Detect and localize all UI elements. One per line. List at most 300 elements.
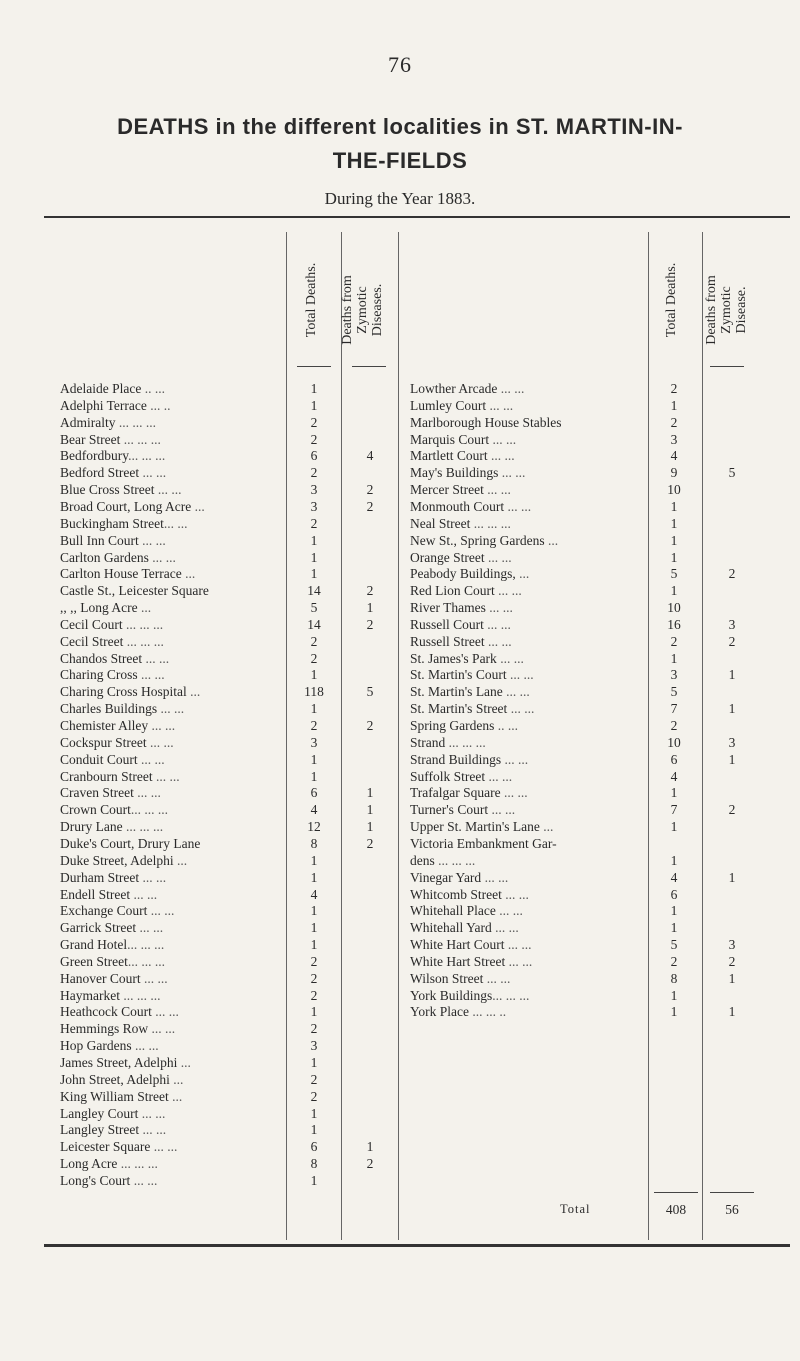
locality-label: Charles Buildings	[60, 701, 158, 717]
total-deaths-cell: 1	[310, 566, 318, 582]
header-zymotic-left	[340, 250, 392, 370]
locality-label: St. Martin's Lane	[410, 684, 503, 700]
leader-dots: ... ...	[501, 886, 529, 902]
leader-dots: ... ...	[484, 549, 512, 565]
total-deaths-cell: 1	[310, 667, 318, 683]
table-row	[0, 1139, 800, 1155]
total-deaths-cell: 1	[670, 920, 678, 936]
table-row	[0, 937, 800, 953]
total-deaths-cell: 2	[310, 1088, 318, 1104]
total-deaths-cell: 1	[310, 1105, 318, 1121]
total-deaths-cell: 2	[310, 465, 318, 481]
leader-dots: ... ...	[137, 667, 165, 683]
locality-name	[410, 836, 642, 852]
leader-dots: ... ...	[498, 465, 526, 481]
total-deaths-cell: 5	[670, 937, 678, 953]
total-deaths-cell: 1	[670, 819, 678, 835]
locality-label: Lumley Court	[410, 397, 487, 413]
locality-name	[410, 465, 642, 481]
zymotic-deaths-cell: 2	[366, 835, 374, 851]
total-deaths-cell: 6	[670, 751, 678, 767]
table-row	[0, 752, 800, 768]
leader-dots: ... ... ...	[127, 953, 165, 969]
total-deaths-cell: 6	[310, 448, 318, 464]
leader-dots: ... ...	[147, 903, 175, 919]
locality-label: Durham Street	[60, 869, 140, 885]
locality-label: Upper St. Martin's Lane	[410, 819, 540, 835]
table-row	[0, 1089, 800, 1105]
leader-dots: ...	[186, 684, 201, 700]
locality-label: Adelaide Place	[60, 381, 142, 396]
leader-dots: ... ...	[491, 920, 519, 936]
locality-name	[410, 954, 642, 970]
header-zymotic-right-line: Zymotic	[719, 286, 734, 334]
total-deaths-cell: 10	[667, 600, 681, 616]
total-deaths-cell: 7	[670, 701, 678, 717]
total-deaths-cell: 1	[670, 987, 678, 1003]
total-deaths-cell: 1	[310, 381, 318, 396]
total-deaths-cell: 2	[310, 970, 318, 986]
leader-dots: ...	[137, 600, 152, 616]
locality-name	[410, 550, 642, 566]
table-row	[0, 971, 800, 987]
zymotic-deaths-cell: 2	[728, 633, 736, 649]
leader-dots: ... ...	[483, 482, 511, 498]
total-deaths-cell: 8	[670, 970, 678, 986]
leader-dots: ... ...	[484, 633, 512, 649]
locality-name	[410, 381, 642, 397]
locality-name	[410, 583, 642, 599]
leader-dots: .. ...	[141, 381, 165, 396]
table-row	[0, 482, 800, 498]
locality-label: Victoria Embankment Gar-	[410, 835, 557, 851]
leader-dots: ... ... ...	[122, 819, 164, 835]
locality-name	[410, 718, 642, 734]
leader-dots: ... ... ...	[122, 616, 164, 632]
locality-label: May's Buildings	[410, 465, 499, 481]
leader-dots: ...	[544, 532, 559, 548]
total-deaths-cell: 4	[310, 886, 318, 902]
zymotic-deaths-cell: 3	[728, 734, 736, 750]
zymotic-deaths-cell: 1	[728, 701, 736, 717]
table-row	[0, 1106, 800, 1122]
locality-label: Bull Inn Court	[60, 532, 139, 548]
header-total-deaths-left: Total Deaths.	[304, 262, 319, 338]
locality-label: Cranbourn Street	[60, 768, 153, 784]
table-row	[0, 566, 800, 582]
locality-name	[410, 499, 642, 515]
total-deaths-cell: 4	[670, 768, 678, 784]
leader-dots: ... ...	[487, 448, 515, 464]
total-deaths-cell: 1	[670, 515, 678, 531]
locality-label: Grand Hotel	[60, 937, 128, 953]
total-label: Total	[560, 1202, 591, 1216]
locality-label: Trafalgar Square	[410, 785, 501, 801]
locality-name	[410, 482, 642, 498]
locality-name	[410, 533, 642, 549]
leader-dots: ... ...	[152, 768, 180, 784]
header-zymotic-right-line: Deaths from	[704, 275, 719, 345]
total-deaths-cell: 1	[670, 852, 678, 868]
total-deaths-cell: 1	[310, 549, 318, 565]
zymotic-deaths-cell: 1	[728, 869, 736, 885]
zymotic-deaths-cell: 2	[366, 1156, 374, 1172]
locality-label: Carlton Gardens	[60, 549, 149, 565]
table-row	[0, 785, 800, 801]
locality-name	[410, 448, 642, 464]
leader-dots: ... ... ...	[470, 515, 511, 531]
locality-label: ,, ,, Long Acre	[60, 600, 138, 616]
leader-dots: ... ...	[496, 650, 524, 666]
zymotic-deaths-cell: 2	[366, 718, 374, 733]
leader-dots: ... ...	[488, 802, 516, 818]
zymotic-deaths-cell: 1	[366, 1139, 374, 1155]
locality-name	[410, 853, 642, 869]
leader-dots: ... ...	[483, 616, 511, 632]
table-bottom-rule	[44, 1244, 790, 1247]
total-deaths-cell: 5	[670, 684, 678, 700]
leader-dots: ... ...	[489, 431, 517, 447]
locality-label: Vinegar Yard	[410, 869, 482, 885]
leader-dots: ...	[181, 566, 196, 582]
total-deaths-cell: 1	[310, 920, 318, 936]
table-row	[0, 853, 800, 869]
total-deaths-cell: 1	[670, 903, 678, 919]
zymotic-deaths-cell: 1	[366, 802, 374, 818]
total-deaths-cell: 14	[307, 583, 321, 599]
locality-label: Peabody Buildings,	[410, 566, 516, 582]
locality-label: Garrick Street	[60, 920, 137, 936]
locality-label: Buckingham Street	[60, 515, 164, 531]
table-row	[0, 583, 800, 599]
total-deaths-cell: 4	[670, 448, 678, 464]
locality-label: Leicester Square	[60, 1139, 151, 1155]
leader-dots: ... ..	[146, 397, 171, 413]
zymotic-deaths-cell: 2	[366, 482, 374, 498]
leader-dots: ... ...	[150, 1139, 178, 1155]
locality-label: Chandos Street	[60, 650, 143, 666]
total-zymotic-value: 56	[725, 1202, 739, 1217]
total-deaths-cell: 1	[670, 532, 678, 548]
locality-label: King William Street	[60, 1088, 169, 1104]
locality-label: Blue Cross Street	[60, 482, 155, 498]
leader-dots: ... ...	[154, 482, 182, 498]
leader-dots: ... ...	[495, 903, 523, 919]
locality-label: Conduit Court	[60, 751, 138, 767]
total-deaths-cell: 1	[310, 701, 318, 717]
locality-name	[410, 785, 642, 801]
table-row	[0, 415, 800, 431]
total-deaths-cell: 3	[310, 498, 318, 514]
leader-dots: ... ...	[140, 970, 168, 986]
leader-dots: ... ...	[142, 650, 170, 666]
locality-label: Hop Gardens	[60, 1038, 132, 1054]
total-deaths-cell: 2	[310, 431, 318, 447]
leader-dots: ... ...	[148, 718, 176, 733]
leader-dots: ... ...	[501, 751, 529, 767]
locality-label: Green Street	[60, 953, 128, 969]
leader-dots: ... ...	[505, 953, 533, 969]
leader-dots: ... ...	[494, 583, 522, 599]
total-deaths-cell: 9	[670, 465, 678, 481]
locality-label: York Buildings	[410, 987, 493, 1003]
leader-dots: ... ...	[138, 1105, 166, 1121]
locality-name	[410, 415, 642, 431]
table-row	[0, 499, 800, 515]
table-row	[0, 819, 800, 835]
title-line-2: THE-FIELDS	[332, 148, 468, 173]
locality-name	[60, 1139, 282, 1155]
locality-label: York Place	[410, 1004, 470, 1020]
total-deaths-cell: 2	[310, 1071, 318, 1087]
leader-dots: ... ... ...	[123, 633, 164, 649]
header-underline	[352, 366, 386, 367]
locality-label: John Street, Adelphi	[60, 1071, 170, 1087]
locality-label: St. Martin's Street	[410, 701, 508, 717]
leader-dots: ... ... ...	[117, 1156, 158, 1172]
locality-label: Whitcomb Street	[410, 886, 502, 902]
header-zymotic-left-line: Zymotic	[355, 286, 370, 334]
leader-dots: ...	[191, 498, 205, 514]
locality-label: Broad Court, Long Acre	[60, 498, 192, 514]
table-row	[0, 1021, 800, 1037]
locality-label: Cecil Court	[60, 616, 123, 632]
total-deaths-cell: 1	[310, 1004, 318, 1020]
leader-dots: ... ...	[146, 734, 174, 750]
locality-label: Haymarket	[60, 987, 120, 1003]
leader-dots: ...	[169, 1071, 184, 1087]
total-deaths-cell: 1	[310, 751, 318, 767]
header-zymotic-left-line: Diseases.	[370, 283, 385, 337]
table-row	[0, 887, 800, 903]
total-deaths-value: 408	[665, 1202, 687, 1217]
leader-dots: ... ...	[139, 1122, 167, 1138]
total-deaths-cell: 4	[670, 869, 678, 885]
total-deaths-cell: 1	[310, 1172, 318, 1188]
leader-dots: ...	[539, 819, 554, 835]
locality-name	[60, 1055, 282, 1071]
zymotic-deaths-cell: 1	[366, 819, 374, 835]
locality-name	[410, 735, 642, 751]
total-deaths-cell: 1	[670, 1004, 678, 1020]
total-deaths-cell: 1	[310, 937, 318, 953]
locality-label: Duke Street, Adelphi	[60, 852, 174, 868]
leader-dots: ... ... ...	[128, 448, 166, 464]
total-deaths-cell: 1	[310, 397, 318, 413]
locality-name	[60, 1106, 282, 1122]
total-deaths-cell: 8	[310, 835, 318, 851]
total-deaths-cell: 10	[667, 482, 681, 498]
table-row	[0, 903, 800, 919]
leader-dots: ... ... ...	[120, 431, 161, 447]
zymotic-deaths-cell: 3	[728, 616, 736, 632]
leader-dots: ... ...	[502, 684, 530, 700]
locality-label: New St., Spring Gardens	[410, 532, 545, 548]
locality-name	[410, 566, 642, 582]
locality-label: Castle St., Leicester Square	[60, 583, 209, 599]
locality-label: St. Martin's Court	[410, 667, 507, 683]
total-deaths-cell: 6	[310, 1139, 318, 1155]
locality-name	[60, 1021, 282, 1037]
locality-name	[60, 1122, 282, 1138]
leader-dots: ... ...	[148, 549, 176, 565]
leader-dots: ... ...	[133, 785, 161, 801]
zymotic-deaths-cell: 2	[728, 953, 736, 969]
header-zymotic-right-line: Disease.	[734, 286, 749, 334]
leader-dots: ... ...	[151, 1004, 179, 1020]
zymotic-deaths-cell: 5	[366, 684, 374, 700]
locality-label: Heathcock Court	[60, 1004, 152, 1020]
total-deaths-cell: 3	[310, 1038, 318, 1054]
total-deaths-cell: 2	[310, 650, 318, 666]
table-row	[0, 988, 800, 1004]
total-deaths-cell: 1	[670, 583, 678, 599]
locality-label: Cecil Street	[60, 633, 124, 649]
total-deaths-cell: 2	[310, 718, 318, 733]
total-deaths-cell: 5	[670, 566, 678, 582]
locality-label: Neal Street	[410, 515, 471, 531]
leader-dots: ... ... ...	[127, 937, 165, 953]
locality-label: Exchange Court	[60, 903, 148, 919]
locality-label: Mercer Street	[410, 482, 484, 498]
total-deaths-cell: 1	[670, 650, 678, 666]
locality-label: dens	[410, 852, 435, 868]
total-deaths-cell: 2	[670, 414, 678, 430]
locality-label: Marquis Court	[410, 431, 490, 447]
table-row	[0, 735, 800, 751]
total-deaths-cell: 2	[310, 515, 318, 531]
locality-label: Bedfordbury	[60, 448, 129, 464]
leader-dots: ... ...	[483, 970, 511, 986]
table-top-rule	[44, 216, 790, 218]
leader-dots: ... ...	[148, 1021, 176, 1037]
locality-label: White Hart Street	[410, 953, 506, 969]
table-row	[0, 533, 800, 549]
zymotic-deaths-cell: 2	[366, 583, 374, 599]
total-rule	[710, 1192, 754, 1193]
total-deaths-cell: 118	[304, 684, 324, 700]
total-deaths-cell: 1	[670, 397, 678, 413]
leader-dots: ... ... ...	[434, 852, 476, 868]
locality-label: Admiralty	[60, 414, 116, 430]
zymotic-deaths-cell: 2	[728, 802, 736, 818]
leader-dots: ... ...	[504, 937, 532, 953]
table-row	[0, 1173, 800, 1189]
leader-dots: ... ... ...	[492, 987, 530, 1003]
leader-dots: ... ...	[486, 397, 514, 413]
zymotic-deaths-cell: 2	[366, 616, 374, 632]
table-row	[0, 954, 800, 970]
locality-label: Whitehall Place	[410, 903, 496, 919]
leader-dots: ... ...	[485, 600, 513, 616]
locality-name	[410, 752, 642, 768]
leader-dots: ... ... ...	[130, 802, 168, 818]
locality-label: White Hart Court	[410, 937, 505, 953]
locality-label: Red Lion Court	[410, 583, 495, 599]
locality-name	[410, 516, 642, 532]
locality-label: Russell Street	[410, 633, 485, 649]
locality-name	[410, 398, 642, 414]
locality-name	[410, 870, 642, 886]
leader-dots: ... ...	[130, 886, 158, 902]
total-deaths-cell: 16	[667, 616, 681, 632]
table-row	[0, 617, 800, 633]
header-total-deaths-right: Total Deaths.	[664, 262, 679, 338]
locality-label: Duke's Court, Drury Lane	[60, 835, 201, 851]
total-deaths-cell: 1	[670, 498, 678, 514]
locality-label: Langley Court	[60, 1105, 139, 1121]
locality-label: Suffolk Street	[410, 768, 486, 784]
total-deaths-cell: 7	[670, 802, 678, 818]
leader-dots: ... ...	[481, 869, 509, 885]
table-row	[0, 448, 800, 464]
locality-name	[410, 819, 642, 835]
leader-dots: .. ...	[494, 718, 518, 733]
locality-label: Long's Court	[60, 1172, 131, 1188]
leader-dots: ... ... ..	[469, 1004, 507, 1020]
locality-label: James Street, Adelphi	[60, 1055, 178, 1070]
locality-name	[410, 600, 642, 616]
zymotic-deaths-cell: 3	[728, 937, 736, 953]
zymotic-deaths-cell: 2	[728, 566, 736, 582]
zymotic-deaths-cell: 1	[728, 1004, 736, 1020]
locality-name	[410, 887, 642, 903]
table-row	[0, 1072, 800, 1088]
locality-name	[60, 1173, 282, 1189]
leader-dots: ... ...	[497, 381, 525, 396]
locality-label: Whitehall Yard	[410, 920, 492, 936]
locality-label: Spring Gardens	[410, 718, 495, 733]
total-deaths-cell: 1	[310, 1055, 318, 1070]
leader-dots: ... ... ...	[119, 987, 161, 1003]
locality-label: Langley Street	[60, 1122, 140, 1138]
locality-label: River Thames	[410, 600, 486, 616]
table-row	[0, 1156, 800, 1172]
leader-dots: ... ...	[139, 869, 167, 885]
locality-label: Marlborough House Stables	[410, 414, 562, 430]
leader-dots: ... ...	[163, 515, 188, 531]
locality-label: Strand Buildings	[410, 751, 502, 767]
table-row	[0, 1004, 800, 1020]
table-row	[0, 1055, 800, 1071]
total-rule	[654, 1192, 698, 1193]
locality-name	[60, 1038, 282, 1054]
total-deaths-cell: 2	[670, 718, 678, 733]
locality-label: Carlton House Terrace	[60, 566, 182, 582]
locality-name	[410, 1004, 642, 1020]
locality-name	[410, 988, 642, 1004]
locality-label: Monmouth Court	[410, 498, 505, 514]
locality-name	[410, 432, 642, 448]
locality-name	[410, 651, 642, 667]
header-underline	[710, 366, 744, 367]
leader-dots: ... ...	[138, 532, 166, 548]
total-deaths-cell: 6	[310, 785, 318, 801]
total-deaths-cell: 2	[310, 1021, 318, 1037]
locality-label: Long Acre	[60, 1156, 118, 1172]
leader-dots: ... ...	[157, 701, 185, 717]
table-row	[0, 769, 800, 785]
total-deaths-cell: 1	[310, 532, 318, 548]
leader-dots: ... ...	[506, 667, 534, 683]
locality-label: Craven Street	[60, 785, 134, 801]
leader-dots: ... ...	[504, 498, 532, 514]
locality-label: Hanover Court	[60, 970, 141, 986]
total-deaths-cell: 8	[310, 1156, 318, 1172]
total-deaths-cell: 2	[310, 987, 318, 1003]
locality-label: Martlett Court	[410, 448, 488, 464]
table-row	[0, 718, 800, 734]
